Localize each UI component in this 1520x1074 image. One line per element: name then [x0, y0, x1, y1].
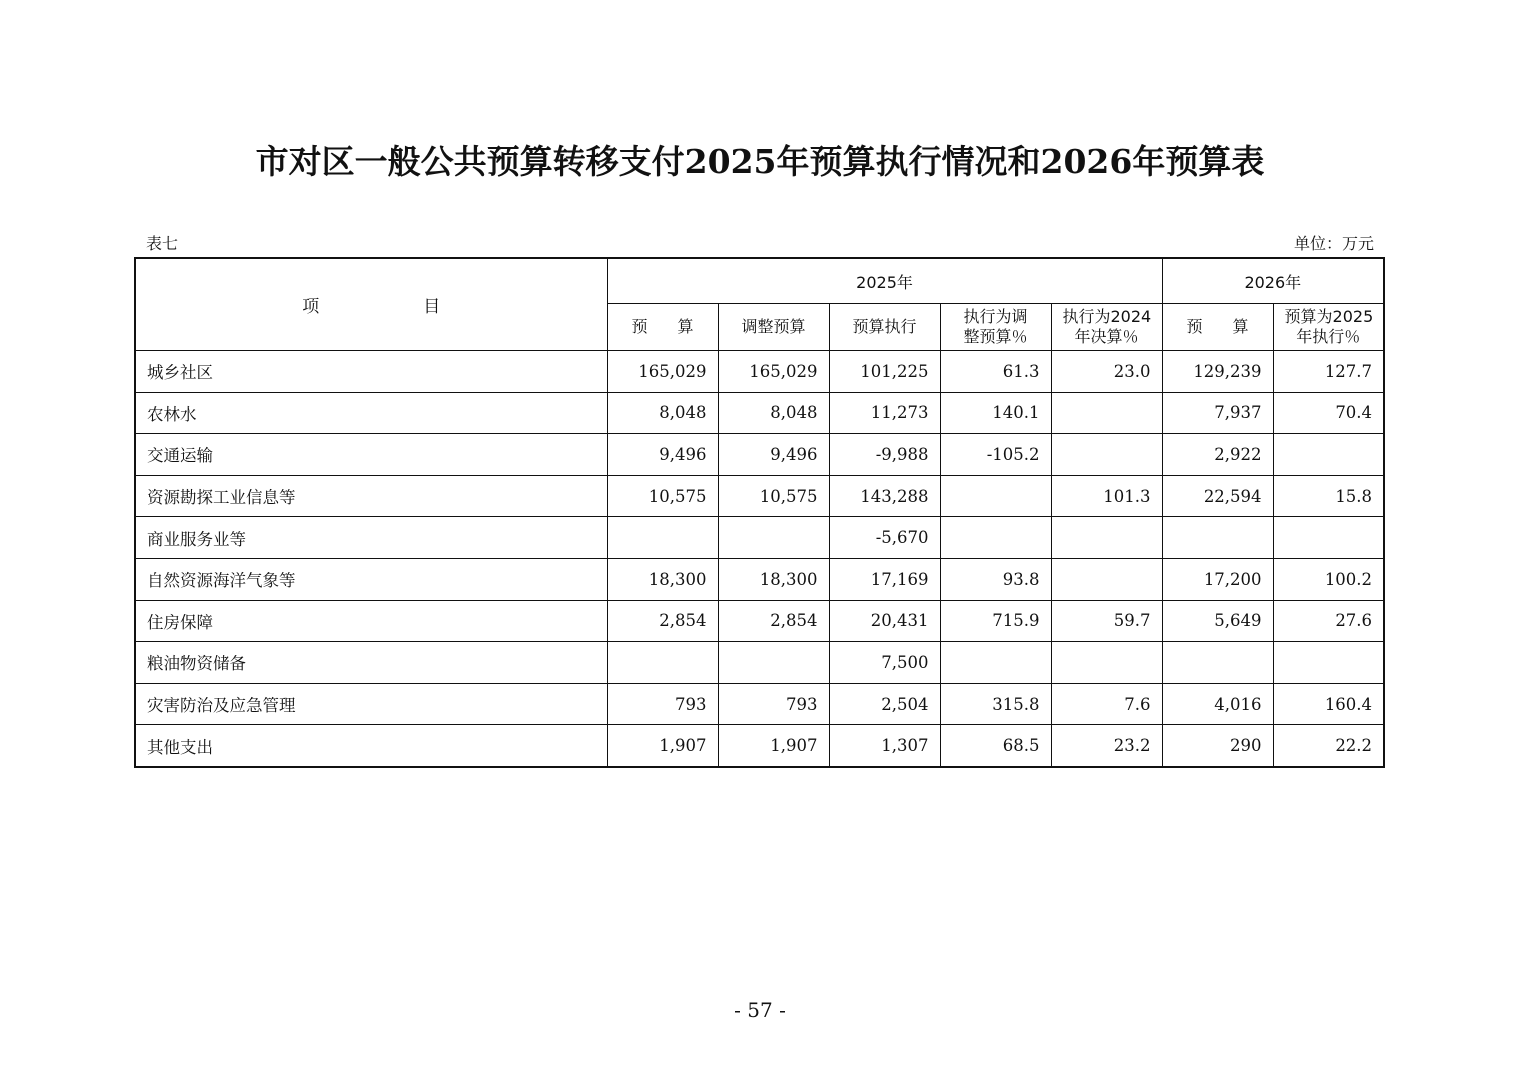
cell-budget: 10,575 [607, 475, 718, 517]
cell-pct-2024 [1051, 517, 1162, 559]
cell-adjusted [718, 642, 829, 684]
item-header-a: 项 [302, 297, 320, 317]
row-name: 灾害防治及应急管理 [135, 683, 607, 725]
cell-executed: -5,670 [829, 517, 940, 559]
col-adjusted-budget: 调整预算 [718, 304, 829, 351]
table-row [135, 475, 1384, 517]
cell-pct-2024 [1051, 642, 1162, 684]
row-name: 商业服务业等 [135, 517, 607, 559]
cell-executed: -9,988 [829, 434, 940, 476]
cell-budget: 2,854 [607, 600, 718, 642]
cell-budget-2026 [1162, 517, 1273, 559]
row-name: 粮油物资储备 [135, 642, 607, 684]
item-header-b: 目 [423, 297, 441, 317]
cell-pct-adjusted: 140.1 [940, 392, 1051, 434]
page-number: - 57 - [734, 998, 786, 1022]
cell-pct-adjusted [940, 517, 1051, 559]
cell-budget: 793 [607, 683, 718, 725]
cell-pct-2026: 100.2 [1273, 558, 1384, 600]
cell-pct-2024 [1051, 392, 1162, 434]
cell-budget-2026: 2,922 [1162, 434, 1273, 476]
cell-budget: 165,029 [607, 351, 718, 393]
row-name: 城乡社区 [135, 351, 607, 393]
cell-executed: 11,273 [829, 392, 940, 434]
cell-budget: 9,496 [607, 434, 718, 476]
table-row [135, 392, 1384, 434]
cell-pct-2024 [1051, 434, 1162, 476]
col-pct-adjusted: 执行为调 整预算％ [940, 304, 1051, 351]
item-column-header [135, 258, 607, 351]
cell-pct-adjusted [940, 642, 1051, 684]
cell-pct-2024: 101.3 [1051, 475, 1162, 517]
row-name: 交通运输 [135, 434, 607, 476]
cell-executed: 20,431 [829, 600, 940, 642]
cell-pct-2026 [1273, 517, 1384, 559]
cell-pct-adjusted: 715.9 [940, 600, 1051, 642]
col-pct-2026: 预算为2025 年执行％ [1273, 304, 1384, 351]
row-name: 住房保障 [135, 600, 607, 642]
page-title: 市对区一般公共预算转移支付2025年预算执行情况和2026年预算表 [255, 142, 1265, 181]
cell-budget: 8,048 [607, 392, 718, 434]
cell-pct-2026: 15.8 [1273, 475, 1384, 517]
cell-pct-2026 [1273, 434, 1384, 476]
cell-executed: 101,225 [829, 351, 940, 393]
cell-executed: 7,500 [829, 642, 940, 684]
cell-pct-2024 [1051, 558, 1162, 600]
cell-budget-2026: 22,594 [1162, 475, 1273, 517]
cell-budget-2026: 7,937 [1162, 392, 1273, 434]
row-name: 资源勘探工业信息等 [135, 475, 607, 517]
cell-executed: 143,288 [829, 475, 940, 517]
budget-table [134, 257, 1385, 768]
unit-label: 单位：万元 [1293, 234, 1374, 253]
cell-adjusted: 10,575 [718, 475, 829, 517]
cell-pct-2026: 70.4 [1273, 392, 1384, 434]
cell-budget-2026: 5,649 [1162, 600, 1273, 642]
cell-pct-adjusted: 93.8 [940, 558, 1051, 600]
cell-executed: 2,504 [829, 683, 940, 725]
cell-budget: 18,300 [607, 558, 718, 600]
cell-executed: 17,169 [829, 558, 940, 600]
cell-pct-adjusted [940, 475, 1051, 517]
cell-pct-2026: 160.4 [1273, 683, 1384, 725]
cell-adjusted: 2,854 [718, 600, 829, 642]
cell-pct-2024: 23.0 [1051, 351, 1162, 393]
cell-adjusted: 9,496 [718, 434, 829, 476]
header-row-years [135, 258, 1384, 304]
cell-pct-2024: 23.2 [1051, 725, 1162, 767]
table-row [135, 725, 1384, 767]
table-row [135, 558, 1384, 600]
cell-budget-2026: 290 [1162, 725, 1273, 767]
cell-pct-adjusted: 68.5 [940, 725, 1051, 767]
row-name: 其他支出 [135, 725, 607, 767]
cell-pct-2026: 22.2 [1273, 725, 1384, 767]
cell-pct-2024: 59.7 [1051, 600, 1162, 642]
cell-budget-2026: 4,016 [1162, 683, 1273, 725]
cell-adjusted: 1,907 [718, 725, 829, 767]
col-executed: 预算执行 [829, 304, 940, 351]
cell-pct-adjusted: 61.3 [940, 351, 1051, 393]
cell-budget-2026: 129,239 [1162, 351, 1273, 393]
cell-pct-2026: 127.7 [1273, 351, 1384, 393]
col-pct-2024: 执行为2024 年决算％ [1051, 304, 1162, 351]
table-row [135, 683, 1384, 725]
cell-pct-2026 [1273, 642, 1384, 684]
table-label: 表七 [146, 234, 179, 253]
cell-pct-2026: 27.6 [1273, 600, 1384, 642]
cell-adjusted: 8,048 [718, 392, 829, 434]
cell-budget: 1,907 [607, 725, 718, 767]
cell-budget [607, 642, 718, 684]
cell-pct-adjusted: 315.8 [940, 683, 1051, 725]
year-2026-header: 2026年 [1162, 258, 1384, 304]
table-row [135, 642, 1384, 684]
cell-pct-adjusted: -105.2 [940, 434, 1051, 476]
cell-executed: 1,307 [829, 725, 940, 767]
table-row [135, 434, 1384, 476]
cell-adjusted: 165,029 [718, 351, 829, 393]
cell-adjusted: 18,300 [718, 558, 829, 600]
row-name: 农林水 [135, 392, 607, 434]
cell-budget-2026: 17,200 [1162, 558, 1273, 600]
cell-budget-2026 [1162, 642, 1273, 684]
cell-budget [607, 517, 718, 559]
col-budget-2026: 预 算 [1162, 304, 1273, 351]
table-row [135, 600, 1384, 642]
cell-adjusted: 793 [718, 683, 829, 725]
row-name: 自然资源海洋气象等 [135, 558, 607, 600]
cell-pct-2024: 7.6 [1051, 683, 1162, 725]
table-row [135, 351, 1384, 393]
col-budget-2025: 预 算 [607, 304, 718, 351]
year-2025-header: 2025年 [607, 258, 1162, 304]
table-row [135, 517, 1384, 559]
cell-adjusted [718, 517, 829, 559]
